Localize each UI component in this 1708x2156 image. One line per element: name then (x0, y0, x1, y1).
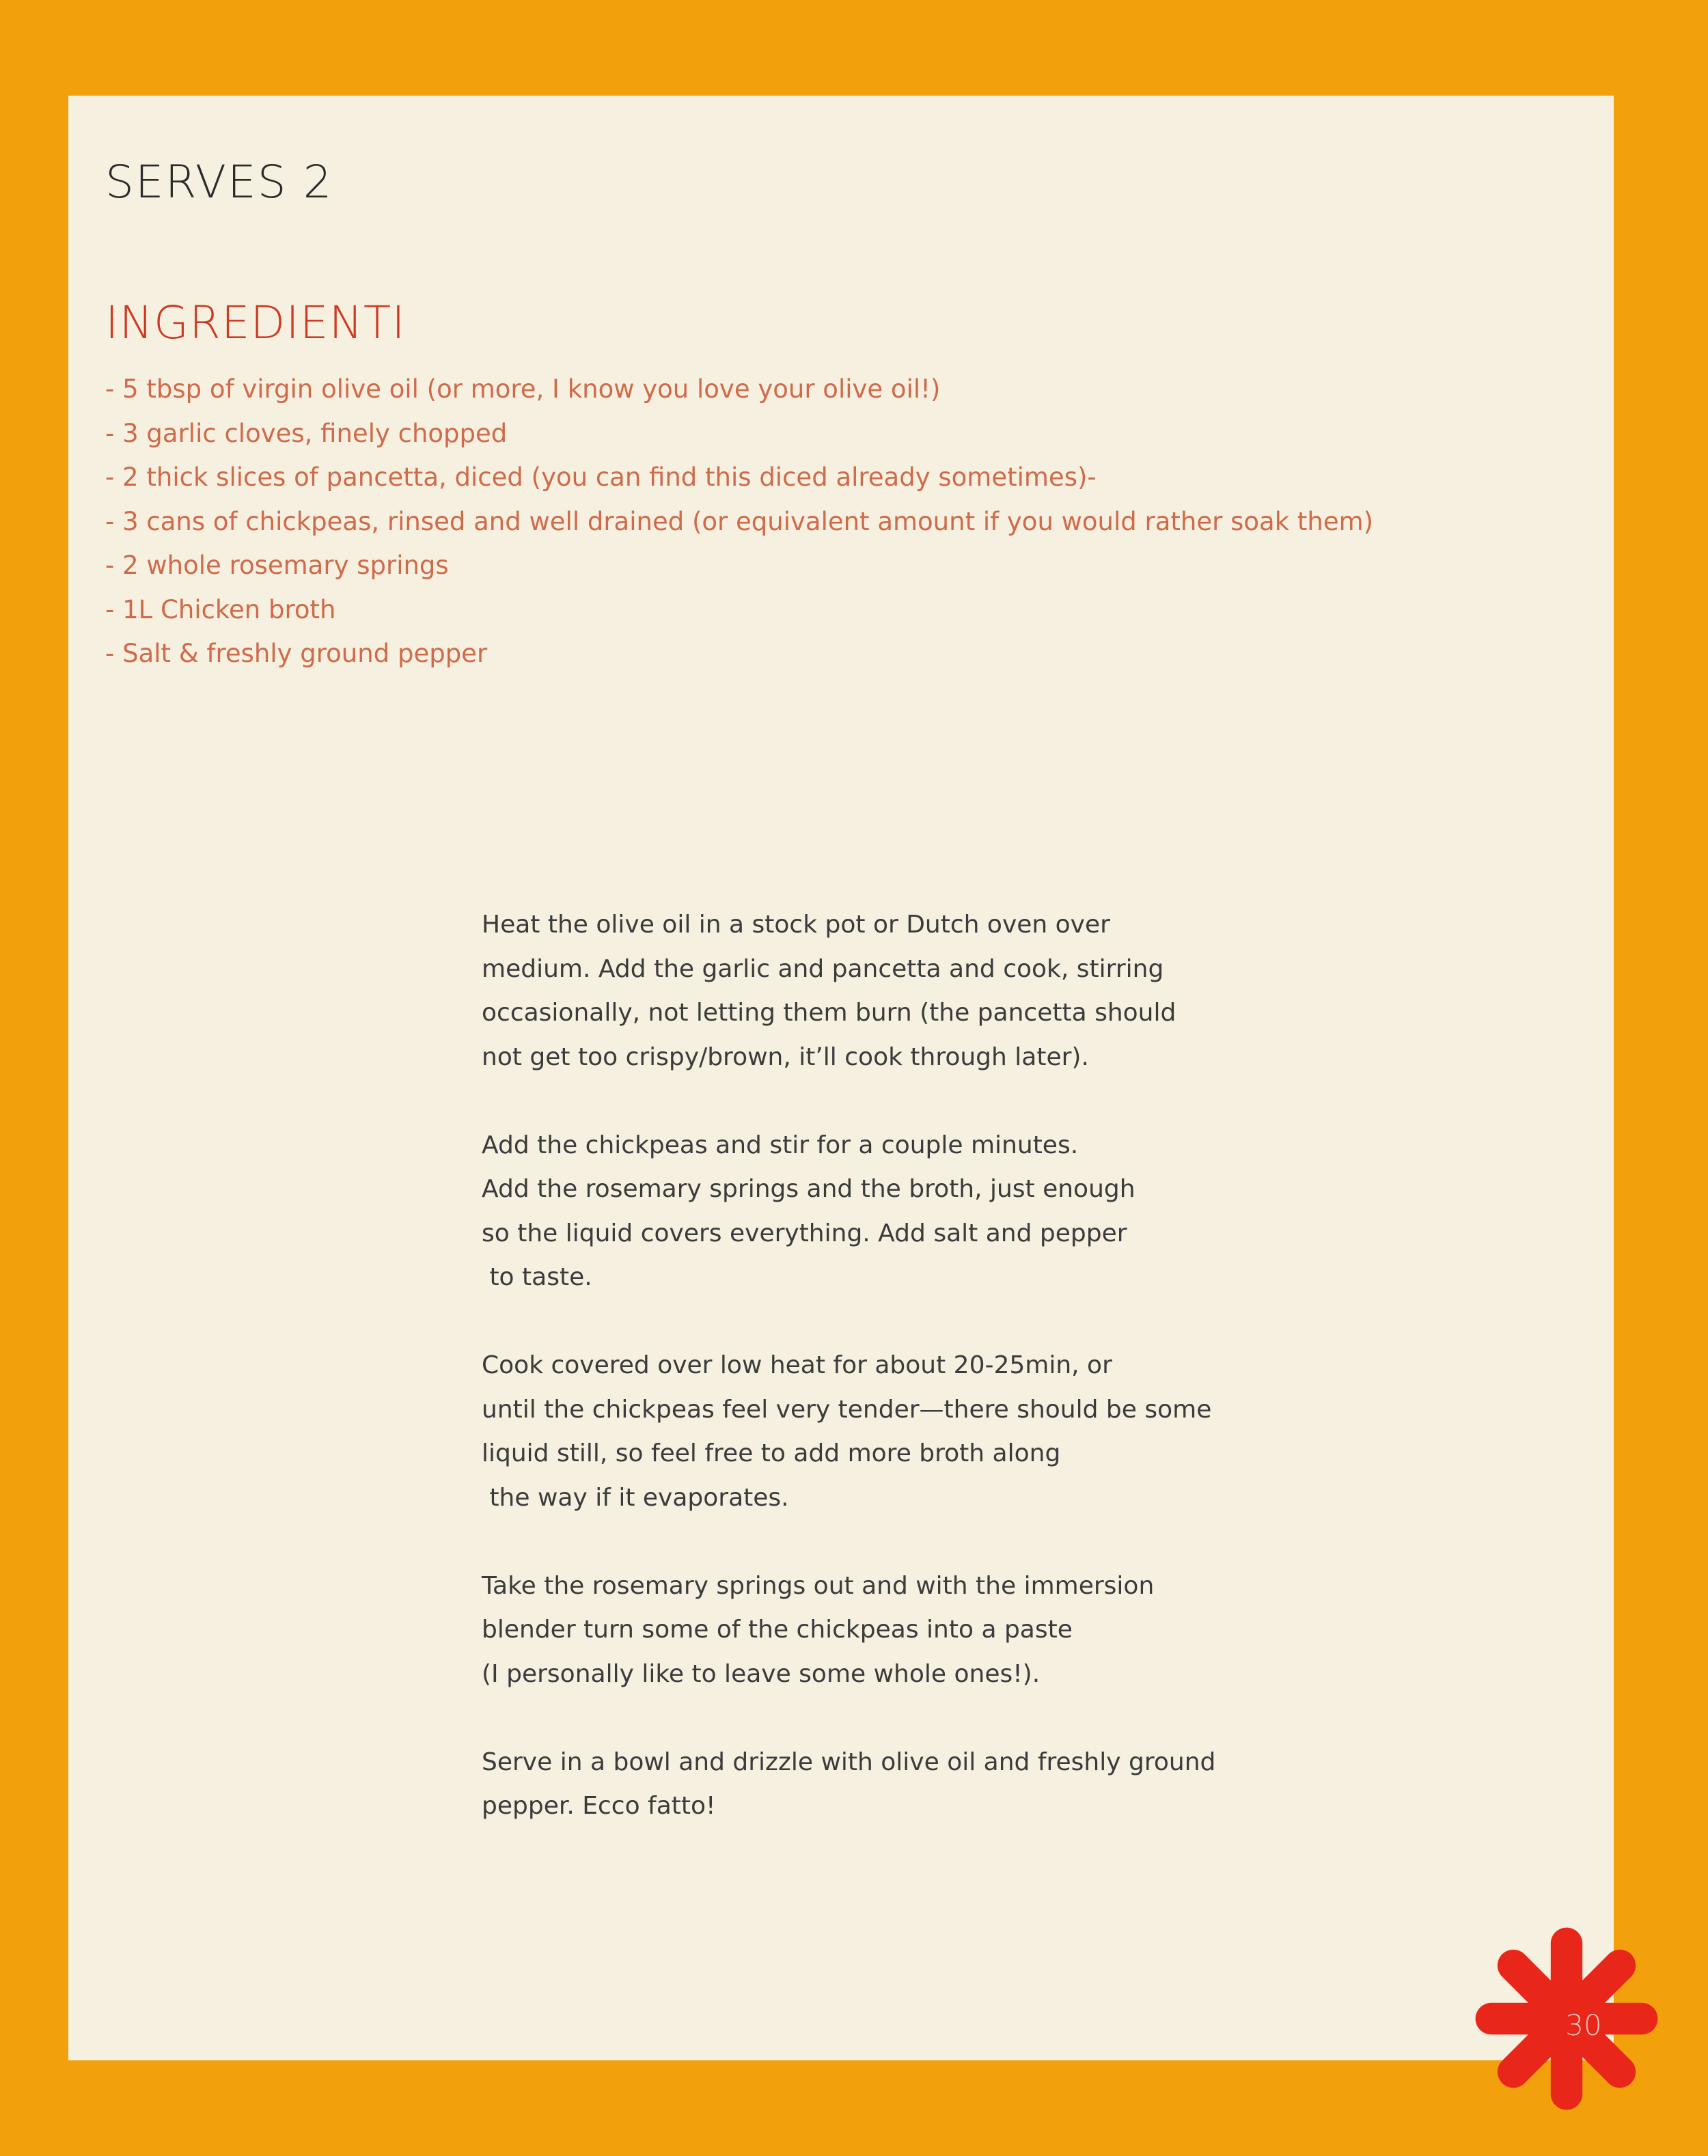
ingredients-list (105, 368, 1373, 676)
method-paragraph (482, 1741, 1267, 1829)
method-line: so the liquid covers everything. Add salt and pepper (482, 1219, 1127, 1247)
method-line: occasionally, not letting them burn (the pancetta should (482, 999, 1176, 1027)
method-paragraph (482, 1344, 1267, 1520)
ingredient-item: - 1L Chicken broth (105, 594, 336, 624)
ingredient-item: - 3 garlic cloves, finely chopped (105, 418, 508, 448)
page-number: 30 (1565, 2008, 1602, 2042)
serves-heading: SERVES 2 (105, 156, 333, 208)
method-line: liquid still, so feel free to add more broth along (482, 1439, 1061, 1467)
ingredient-item: - Salt & freshly ground pepper (105, 639, 488, 668)
method-line: (I personally like to leave some whole ones!). (482, 1659, 1041, 1688)
method-line: not get too crispy/brown, it’ll cook through later). (482, 1042, 1089, 1071)
method-text (482, 903, 1267, 1872)
method-line: Take the rosemary springs out and with the immersion (482, 1571, 1155, 1600)
method-line: medium. Add the garlic and pancetta and cook, stirring (482, 954, 1164, 983)
method-paragraph (482, 903, 1267, 1079)
method-paragraph (482, 1124, 1267, 1300)
method-line: Serve in a bowl and drizzle with olive oil and freshly ground (482, 1747, 1216, 1776)
ingredients-heading: INGREDIENTI (105, 296, 406, 349)
method-line: blender turn some of the chickpeas into a paste (482, 1616, 1073, 1644)
method-line: pepper. Ecco fatto! (482, 1792, 716, 1820)
method-line: Cook covered over low heat for about 20-25min, or (482, 1351, 1112, 1379)
method-line: Add the chickpeas and stir for a couple minutes. (482, 1131, 1079, 1159)
method-line: until the chickpeas feel very tender—there should be some (482, 1395, 1212, 1424)
recipe-page (68, 96, 1614, 2060)
ingredient-item: - 2 whole rosemary springs (105, 551, 449, 580)
method-line: the way if it evaporates. (482, 1483, 789, 1512)
method-paragraph (482, 1564, 1267, 1697)
ingredient-item: - 5 tbsp of virgin olive oil (or more, I know you love your olive oil!) (105, 374, 941, 404)
method-line: Heat the olive oil in a stock pot or Dutch oven over (482, 911, 1110, 939)
method-line: Add the rosemary springs and the broth, just enough (482, 1175, 1135, 1203)
ingredient-item: - 3 cans of chickpeas, rinsed and well drained (or equivalent amount if you would rather soak them) (105, 506, 1374, 536)
method-line: to taste. (482, 1263, 592, 1291)
ingredient-item: - 2 thick slices of pancetta, diced (you can find this diced already sometimes)- (105, 462, 1097, 492)
